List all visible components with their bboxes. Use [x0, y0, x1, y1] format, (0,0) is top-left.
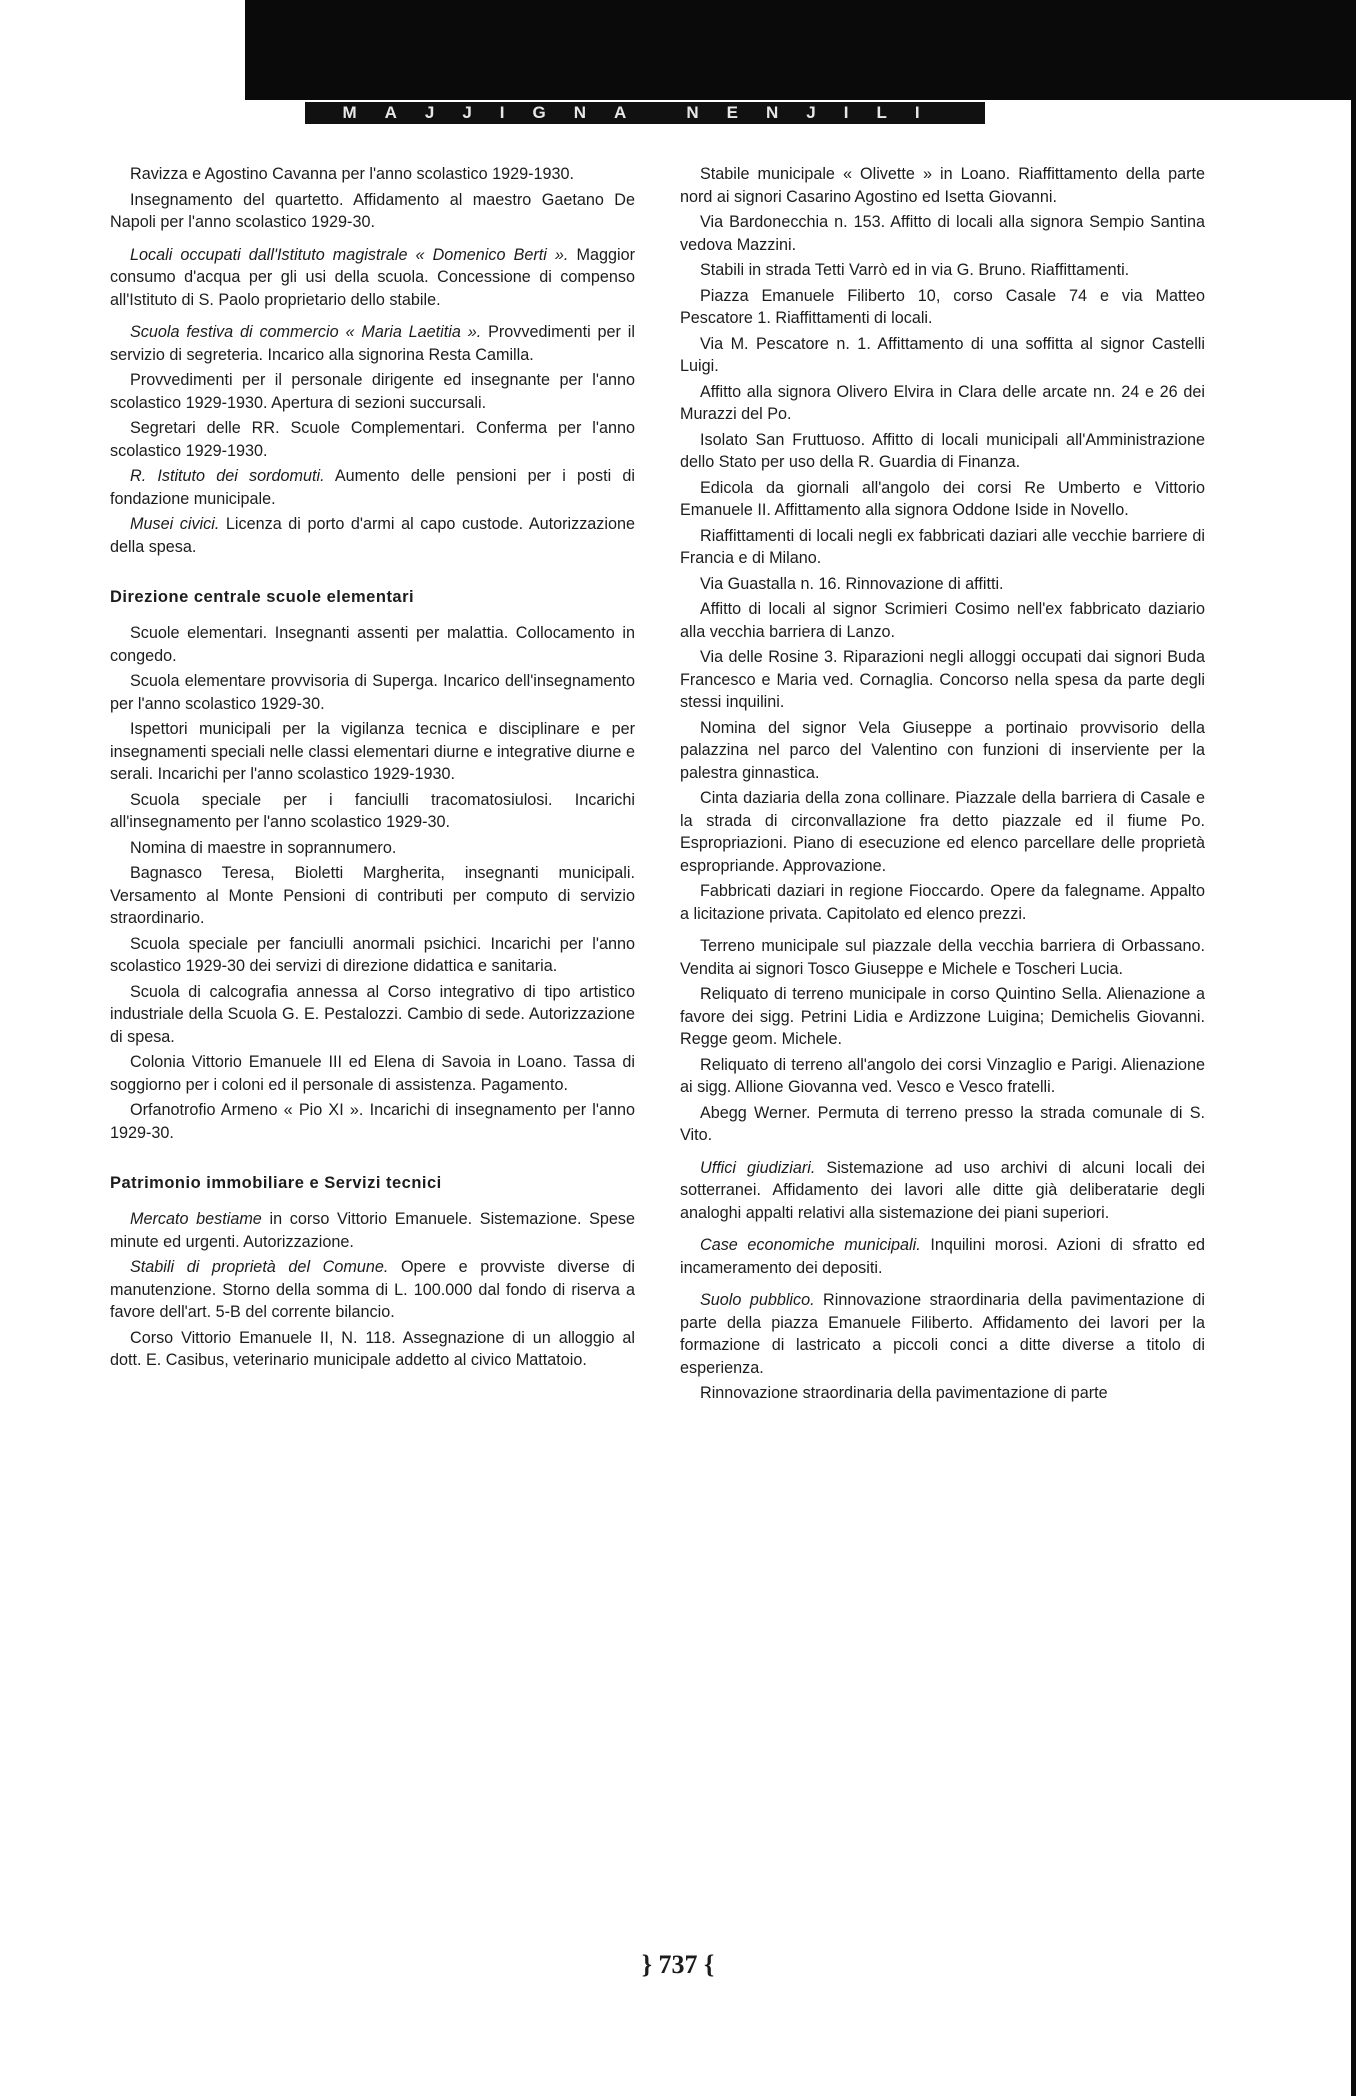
paragraph: Fabbricati daziari in regione Fioccardo. Opere da falegname. Appalto a licitazione privata. Capitolato ed elenco prezzi. — [680, 882, 1205, 923]
paragraph-body: Provvedimenti per il servizio di segreteria. Incarico alla signorina Resta Camilla. — [110, 323, 635, 364]
paragraph-body: Rinnovazione straordinaria della pavimentazione di parte della piazza Emanuele Filiberto. Affidamento dei lavori per la formazione di lastricato a piccoli conci a ditte diverse a titolo di esperienza. — [680, 1291, 1205, 1377]
paragraph: Segretari delle RR. Scuole Complementari. Conferma per l'anno scolastico 1929-1930. — [110, 419, 635, 460]
paragraph: Scuola speciale per fanciulli anormali psichici. Incarichi per l'anno scolastico 1929-30 dei servizi di direzione didattica e sanitaria. — [110, 934, 635, 975]
paragraph-body: Maggior consumo d'acqua per gli usi della scuola. Concessione di compenso all'Istituto di S. Paolo proprietario dello stabile. — [110, 245, 635, 309]
paragraph: Provvedimenti per il personale dirigente ed insegnante per l'anno scolastico 1929-1930. Apertura di sezioni succursali. — [110, 371, 635, 412]
section-heading: Patrimonio immobiliare e Servizi tecnici — [110, 1174, 442, 1192]
paragraph: Reliquato di terreno municipale in corso Quintino Sella. Alienazione a favore dei sigg. Petrini Lidia e Ardizzone Luigina; Demichelis Giovanni. Regge geom. Michele. — [680, 985, 1205, 1048]
paragraph-lead: Stabili di proprietà del Comune. — [130, 1258, 389, 1276]
paragraph: Nomina di maestre in soprannumero. — [130, 838, 397, 857]
paragraph: Ispettori municipali per la vigilanza tecnica e disciplinare e per insegnamenti speciali nelle classi elementari diurne e integrative diurne e serali. Incarichi per l'anno scolastico 1929-1930. — [110, 720, 635, 783]
paragraph: Colonia Vittorio Emanuele III ed Elena di Savoia in Loano. Tassa di soggiorno per i coloni ed il personale di assistenza. Pagamento. — [110, 1053, 635, 1094]
paragraph: Abegg Werner. Permuta di terreno presso la strada comunale di S. Vito. — [680, 1103, 1205, 1144]
paragraph-body: Inquilini morosi. Azioni di sfratto ed incameramento dei depositi. — [680, 1236, 1206, 1277]
paragraph: Bagnasco Teresa, Bioletti Margherita, insegnanti municipali. Versamento al Monte Pensioni di contributi per computo di servizio straordinario. — [110, 864, 635, 927]
scan-border-top — [245, 0, 1356, 100]
scan-border-right — [1351, 0, 1356, 2096]
paragraph: Ravizza e Agostino Cavanna per l'anno scolastico 1929-1930. — [130, 165, 575, 183]
paragraph — [680, 1289, 1205, 1379]
paragraph: Insegnamento del quartetto. Affidamento al maestro Gaetano De Napoli per l'anno scolastico 1929-30. — [110, 190, 635, 231]
paragraph-body: in corso Vittorio Emanuele. Sistemazione. Spese minute ed urgenti. Autorizzazione. — [110, 1210, 636, 1251]
paragraph: Corso Vittorio Emanuele II, N. 118. Assegnazione di un alloggio al dott. E. Casibus, veterinario municipale addetto al civico Mattatoio. — [110, 1328, 635, 1369]
paragraph: Cinta daziaria della zona collinare. Piazzale della barriera di Casale e la strada di circonvallazione fra detto piazzale ed il fiume Po. Espropriazioni. Piano di esecuzione ed elenco parcellare delle proprietà espropriande. Approvazione. — [680, 789, 1205, 875]
paragraph: Edicola da giornali all'angolo dei corsi Re Umberto e Vittorio Emanuele II. Affittamento alla signora Oddone Iside in Novello. — [680, 478, 1205, 519]
paragraph: Reliquato di terreno all'angolo dei corsi Vinzaglio e Parigi. Alienazione ai sigg. Allione Giovanna ved. Vesco e Vesco fratelli. — [680, 1055, 1205, 1096]
paragraph: Rinnovazione straordinaria della pavimentazione di parte — [700, 1384, 1108, 1402]
paragraph: Scuole elementari. Insegnanti assenti per malattia. Collocamento in congedo. — [110, 624, 635, 665]
paragraph: Nomina del signor Vela Giuseppe a portinaio provvisorio della palazzina nel parco del Valentino con funzioni di inserviente per la palestra ginnastica. — [680, 718, 1205, 782]
paragraph: Stabili in strada Tetti Varrò ed in via G. Bruno. Riaffittamenti. — [700, 261, 1130, 279]
paragraph — [680, 1157, 1205, 1225]
paragraph: Affitto alla signora Olivero Elvira in Clara delle arcate nn. 24 e 26 dei Murazzi del Po. — [680, 382, 1205, 423]
paragraph-lead: Mercato bestiame — [130, 1210, 262, 1228]
paragraph — [110, 513, 635, 558]
page-number: } 737 { — [641, 1950, 715, 1979]
paragraph — [680, 1234, 1205, 1279]
paragraph: Via Bardonecchia n. 153. Affitto di locali alla signora Sempio Santina vedova Mazzini. — [680, 213, 1205, 254]
paragraph-lead: R. Istituto dei sordomuti. — [130, 467, 325, 485]
paragraph-lead: Uffici giudiziari. — [700, 1158, 816, 1177]
running-header: MAJJIGNA NENJILI — [305, 102, 985, 124]
paragraph — [110, 244, 635, 312]
paragraph: Affitto di locali al signor Scrimieri Cosimo nell'ex fabbricato daziario alla vecchia barriera di Lanzo. — [680, 600, 1205, 641]
paragraph-body: Sistemazione ad uso archivi di alcuni locali dei sotterranei. Affidamento dei lavori alle ditte già deliberatarie degli analoghi appalti relativi alla sistemazione dei piani superiori. — [680, 1158, 1205, 1222]
paragraph-body: Opere e provviste diverse di manutenzione. Storno della somma di L. 100.000 dal fondo di riserva a favore dell'art. 5-B del corrente bilancio. — [110, 1258, 635, 1321]
paragraph: Scuola di calcografia annessa al Corso integrativo di tipo artistico industriale della Scuola G. E. Pestalozzi. Cambio di sede. Autorizzazione di spesa. — [110, 982, 635, 1046]
paragraph: Stabile municipale « Olivette » in Loano. Riaffittamento della parte nord ai signori Casarino Agostino ed Isetta Giovanni. — [680, 165, 1205, 206]
paragraph: Piazza Emanuele Filiberto 10, corso Casale 74 e via Matteo Pescatore 1. Riaffittamenti di locali. — [680, 286, 1205, 327]
paragraph: Terreno municipale sul piazzale della vecchia barriera di Orbassano. Vendita ai signori Tosco Giuseppe e Michele e Toscheri Lucia. — [680, 937, 1205, 978]
paragraph: Isolato San Fruttuoso. Affitto di locali municipali all'Amministrazione dello Stato per uso della R. Guardia di Finanza. — [680, 430, 1205, 471]
paragraph — [110, 465, 635, 510]
right-column — [680, 163, 1205, 1408]
paragraph — [110, 1256, 635, 1324]
paragraph: Via M. Pescatore n. 1. Affittamento di una soffitta al signor Castelli Luigi. — [680, 334, 1205, 375]
left-column — [110, 163, 635, 1375]
paragraph — [110, 1208, 635, 1253]
paragraph — [110, 321, 635, 366]
paragraph: Scuola speciale per i fanciulli tracomatosiulosi. Incarichi all'insegnamento per l'anno scolastico 1929-30. — [110, 790, 635, 831]
paragraph-lead: Suolo pubblico. — [700, 1291, 815, 1309]
paragraph-lead: Scuola festiva di commercio « Maria Laetitia ». — [130, 323, 482, 341]
paragraph: Orfanotrofio Armeno « Pio XI ». Incarichi di insegnamento per l'anno 1929-30. — [110, 1101, 635, 1142]
paragraph-lead: Case economiche municipali. — [700, 1236, 921, 1254]
paragraph-body: Aumento delle pensioni per i posti di fondazione municipale. — [110, 467, 635, 508]
paragraph-lead: Musei civici. — [130, 515, 220, 533]
paragraph-lead: Locali occupati dall'Istituto magistrale « Domenico Berti ». — [130, 245, 569, 264]
paragraph: Via delle Rosine 3. Riparazioni negli alloggi occupati dai signori Buda Francesco e Maria ved. Cornaglia. Concorso nella spesa da parte degli stessi inquilini. — [680, 648, 1205, 711]
paragraph: Scuola elementare provvisoria di Superga. Incarico dell'insegnamento per l'anno scolastico 1929-30. — [110, 672, 635, 713]
paragraph: Riaffittamenti di locali negli ex fabbricati daziari alle vecchie barriere di Francia e di Milano. — [680, 526, 1205, 567]
paragraph: Via Guastalla n. 16. Rinnovazione di affitti. — [700, 574, 1004, 593]
paragraph-body: Licenza di porto d'armi al capo custode. Autorizzazione della spesa. — [110, 515, 635, 556]
section-heading: Direzione centrale scuole elementari — [110, 588, 415, 606]
